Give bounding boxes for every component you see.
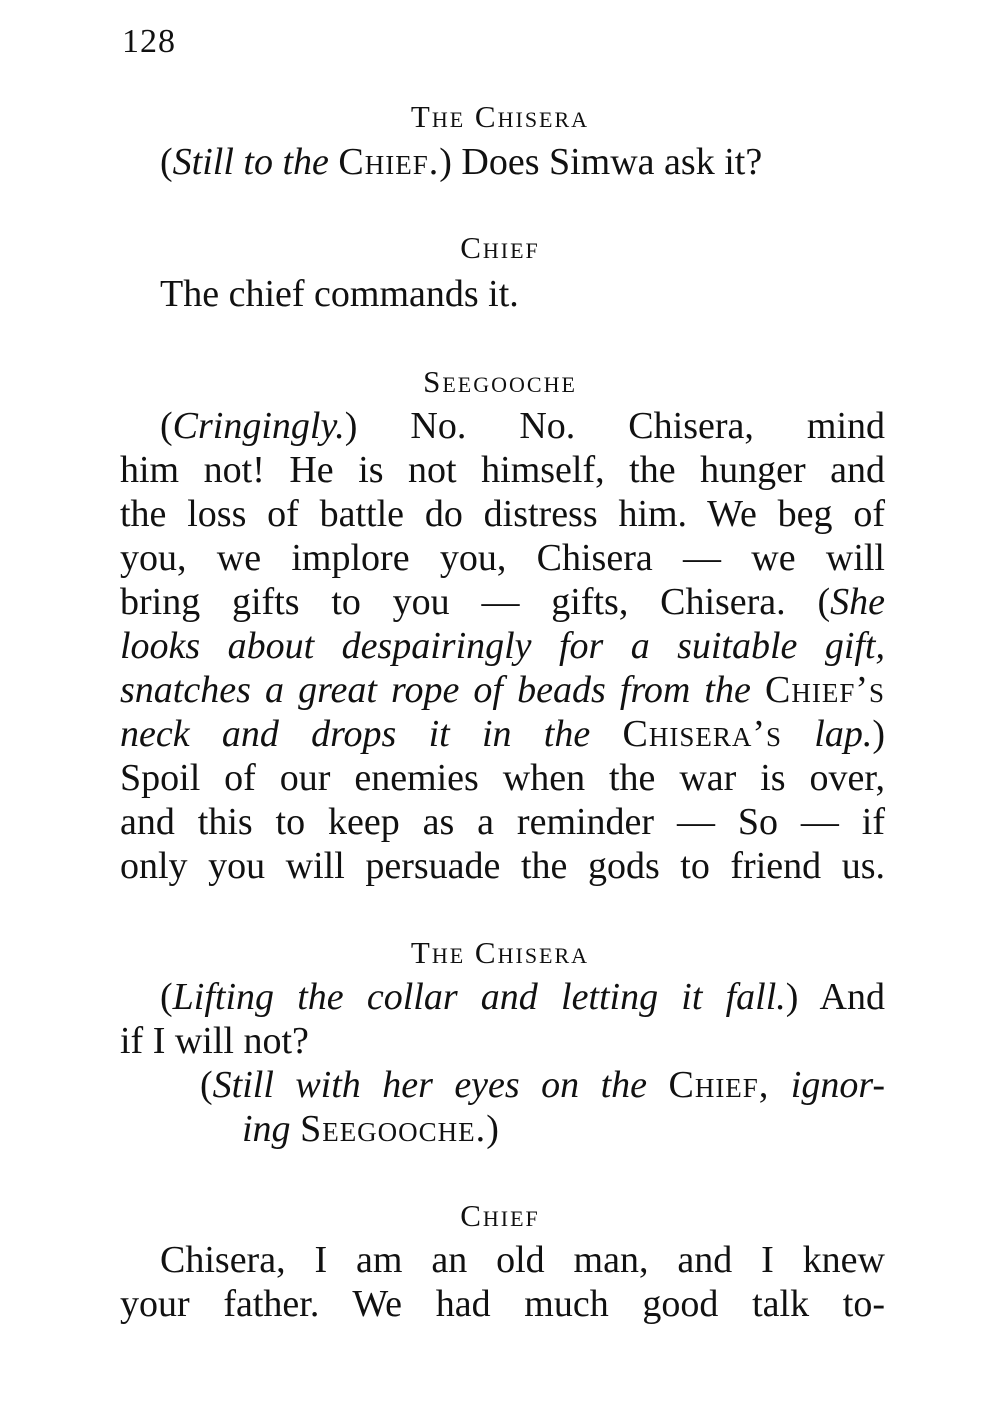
stage-direction: She bbox=[830, 581, 885, 623]
dialogue-line: Chisera, I am an old man, and I knew bbox=[160, 1239, 885, 1281]
dialogue-line: (Cringingly.) No. No. Chisera, mind bbox=[160, 405, 885, 447]
dialogue-line: The chief commands it. bbox=[160, 273, 519, 315]
speaker-heading: Seegooche bbox=[423, 364, 577, 399]
dialogue-line: and this to keep as a reminder — So — if bbox=[120, 801, 885, 843]
character-name: Chief. bbox=[338, 141, 440, 183]
dialogue-text: ) Does Simwa ask it? bbox=[439, 141, 763, 183]
dialogue-line: your father. We had much good talk to- bbox=[120, 1283, 885, 1325]
dialogue-line: only you will persuade the gods to friend us. bbox=[120, 845, 885, 887]
stage-direction-line bbox=[242, 1107, 885, 1151]
page-number: 128 bbox=[122, 23, 176, 60]
dialogue-text: ) No. No. Chisera, mind bbox=[344, 405, 885, 447]
stage-direction: looks about despairingly for a suitable gift, bbox=[120, 625, 885, 667]
dialogue-line: you, we implore you, Chisera — we will bbox=[120, 537, 885, 579]
speaker-heading: Chief bbox=[460, 1198, 540, 1233]
dialogue-line: the loss of battle do distress him. We beg of bbox=[120, 493, 885, 535]
character-name: Chisera’s bbox=[622, 713, 783, 755]
speaker-heading: The Chisera bbox=[410, 935, 590, 970]
stage-direction: Still with her eyes on the bbox=[212, 1064, 648, 1106]
stage-direction-line bbox=[120, 712, 885, 756]
dialogue-text: ) bbox=[486, 1108, 499, 1150]
dialogue-line: (Still to the Chief.) Does Simwa ask it? bbox=[160, 141, 763, 183]
stage-direction-line bbox=[120, 624, 885, 668]
stage-direction: Lifting the collar and letting it fall. bbox=[172, 976, 786, 1018]
stage-direction: neck and drops it in the bbox=[120, 713, 591, 755]
character-name: Seegooche. bbox=[300, 1108, 487, 1150]
stage-direction-line: (Still with her eyes on the Chief, ignor- bbox=[200, 1064, 886, 1106]
character-name: Chief’s bbox=[764, 669, 885, 711]
stage-direction: lap. bbox=[814, 713, 873, 755]
stage-direction: Still to the bbox=[172, 141, 329, 183]
stage-direction: ing bbox=[242, 1108, 291, 1150]
speaker-heading: The Chisera bbox=[410, 99, 590, 134]
dialogue-text: bring gifts to you — gifts, Chisera. ( bbox=[120, 581, 831, 623]
stage-direction: snatches a great rope of beads from the bbox=[120, 669, 751, 711]
dialogue-line: (Lifting the collar and letting it fall.) And bbox=[160, 976, 885, 1018]
dialogue-text: ) bbox=[872, 713, 886, 755]
stage-direction: ignor- bbox=[790, 1064, 886, 1106]
stage-direction-line bbox=[120, 668, 885, 712]
dialogue-line: if I will not? bbox=[120, 1020, 309, 1062]
speaker-heading: Chief bbox=[460, 230, 540, 265]
dialogue-text: ) And bbox=[785, 976, 885, 1018]
character-name: Chief, bbox=[668, 1064, 770, 1106]
stage-direction: Cringingly. bbox=[172, 405, 345, 447]
dialogue-line: him not! He is not himself, the hunger and bbox=[120, 449, 885, 491]
dialogue-line bbox=[120, 580, 885, 624]
dialogue-line: Spoil of our enemies when the war is over, bbox=[120, 757, 885, 799]
